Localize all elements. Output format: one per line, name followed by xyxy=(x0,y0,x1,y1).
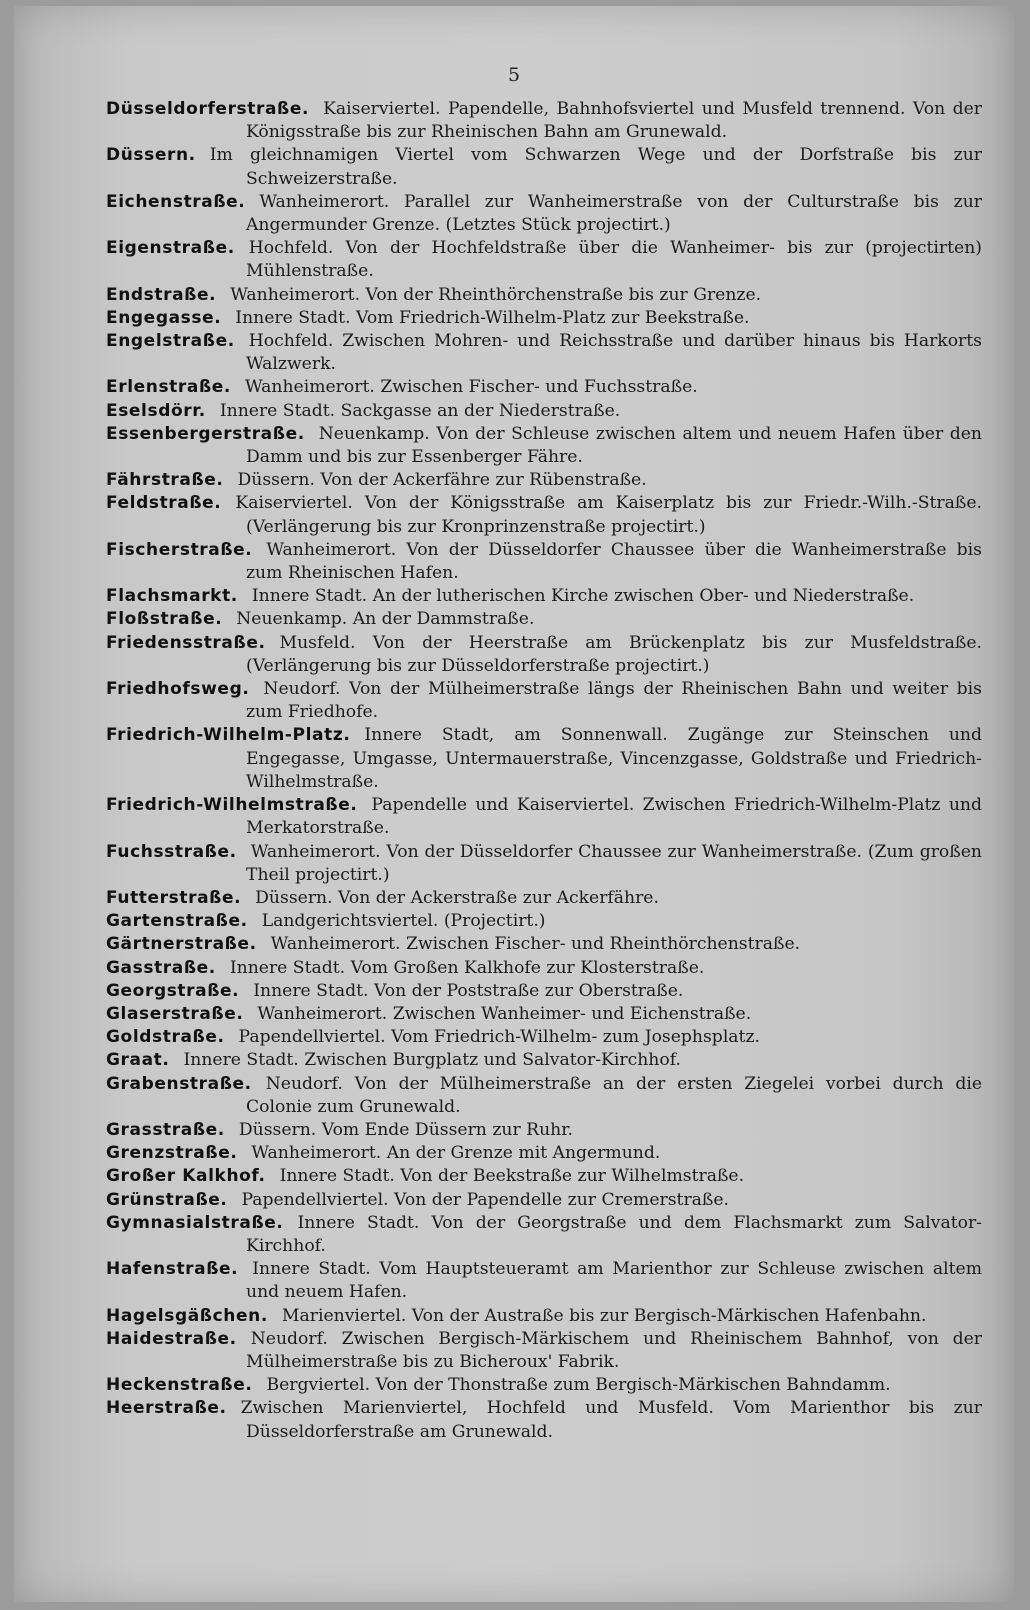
street-district: Innere Stadt. xyxy=(252,1259,371,1280)
street-description: Von der Ackerfähre zur Rübenstraße. xyxy=(320,470,647,491)
street-district: Neudorf. xyxy=(250,1328,328,1349)
street-entry xyxy=(106,1165,982,1188)
street-name: Gartenstraße. xyxy=(106,911,248,932)
street-district: Kaiserviertel. xyxy=(235,493,353,514)
street-name: Düsseldorferstraße. xyxy=(106,99,310,119)
street-name: Engelstraße. xyxy=(106,331,235,352)
street-district: Marienviertel. xyxy=(281,1305,407,1326)
street-district: Hochfeld. xyxy=(248,331,334,352)
street-entry xyxy=(106,933,982,956)
street-name: Grabenstraße. xyxy=(106,1073,252,1094)
street-entry xyxy=(106,144,982,190)
street-entry xyxy=(106,1003,982,1026)
street-entry xyxy=(106,887,982,910)
street-entry xyxy=(106,1258,982,1304)
street-name: Graat. xyxy=(106,1050,170,1071)
street-entry xyxy=(106,1305,982,1328)
street-entry xyxy=(106,492,982,538)
street-description: (Projectirt.) xyxy=(443,911,546,932)
street-entry xyxy=(106,678,982,724)
street-entry xyxy=(106,1142,982,1165)
street-entry xyxy=(106,1073,982,1119)
street-entry xyxy=(106,330,982,376)
street-entry xyxy=(106,957,982,980)
street-description: An der Grenze mit Angermund. xyxy=(386,1143,661,1164)
street-name: Friedhofsweg. xyxy=(106,679,250,700)
street-district: Hochfeld. xyxy=(248,238,334,259)
street-district: Neuenkamp. xyxy=(318,423,430,444)
street-district: Innere Stadt. xyxy=(229,957,346,978)
street-entry xyxy=(106,98,982,144)
street-entry xyxy=(106,423,982,469)
street-description: Von der Rheinthörchenstraße bis zur Grenze. xyxy=(365,284,762,305)
street-description: Vom Friedrich-Wilhelm- zum Josephsplatz. xyxy=(391,1027,760,1048)
street-name: Flachsmarkt. xyxy=(106,586,238,607)
street-entry xyxy=(106,1026,982,1049)
street-district: Wanheimerort. xyxy=(266,539,397,560)
street-district: Innere Stadt. xyxy=(251,586,368,607)
street-district: Innere Stadt. xyxy=(183,1050,299,1071)
street-entry xyxy=(106,980,982,1003)
street-district: Düssern. xyxy=(237,470,315,491)
street-entry xyxy=(106,284,982,307)
street-entry xyxy=(106,632,982,678)
street-district: Landgerichtsviertel. xyxy=(261,911,439,932)
street-name: Friedensstraße. xyxy=(106,632,266,653)
street-name: Friedrich-Wilhelm-Platz. xyxy=(106,725,351,746)
street-description: Zwischen Bergisch-Märkischem und Rheinischem Bahnhof, von der Mülheimerstraße bis zu Bicheroux' Fabrik. xyxy=(246,1328,982,1372)
street-description: Zwischen Friedrich-Wilhelm-Platz und Merkatorstraße. xyxy=(246,795,982,839)
street-district: Bergviertel. xyxy=(266,1375,371,1396)
street-entry xyxy=(106,1397,982,1443)
street-description: An der Dammstraße. xyxy=(352,609,535,630)
street-district: Wanheimerort. xyxy=(270,934,401,955)
street-name: Eigenstraße. xyxy=(106,238,235,259)
street-description: Von der Beekstraße zur Wilhelmstraße. xyxy=(400,1166,745,1187)
street-description: Von der Düsseldorfer Chaussee zur Wanheimerstraße. (Zum großen Theil projectirt.) xyxy=(246,841,982,885)
street-description: Vom Friedrich-Wilhelm-Platz zur Beekstraße. xyxy=(356,307,750,328)
street-description: Von der Papendelle zur Cremerstraße. xyxy=(394,1189,730,1210)
street-district: Wanheimerort. xyxy=(251,1143,382,1164)
street-entry xyxy=(106,585,982,608)
street-name: Großer Kalkhof. xyxy=(106,1166,266,1187)
street-name: Haidestraße. xyxy=(106,1328,237,1349)
street-description: Zwischen Wanheimer- und Eichenstraße. xyxy=(392,1003,752,1024)
street-entry xyxy=(106,237,982,283)
street-entry xyxy=(106,1119,982,1142)
street-district: Wanheimerort. xyxy=(230,284,361,305)
street-district: Neudorf. xyxy=(263,679,341,700)
street-district: Düssern. xyxy=(238,1119,317,1140)
street-district: Innere Stadt. xyxy=(253,980,369,1001)
street-name: Heckenstraße. xyxy=(106,1375,253,1396)
street-name: Glaserstraße. xyxy=(106,1003,244,1024)
street-name: Fuchsstraße. xyxy=(106,841,237,862)
street-district: Innere Stadt, am Sonnenwall. xyxy=(364,725,668,746)
street-description: Von der Mülheimerstraße an der ersten Ziegelei vorbei durch die Colonie zum Grunewald. xyxy=(246,1073,983,1117)
street-entry xyxy=(106,469,982,492)
street-name: Düssern. xyxy=(106,145,196,166)
street-description: Papendelle, Bahnhofsviertel und Musfeld trennend. Von der Königsstraße bis zur Rheinischen Bahn am Grunewald. xyxy=(246,99,982,143)
street-description: Von der Poststraße zur Oberstraße. xyxy=(373,980,684,1001)
street-name: Hafenstraße. xyxy=(106,1259,239,1280)
street-description: Von der Ackerstraße zur Ackerfähre. xyxy=(338,887,659,908)
street-name: Endstraße. xyxy=(106,284,217,305)
street-district: Innere Stadt. xyxy=(297,1212,420,1233)
street-entry xyxy=(106,1328,982,1374)
street-entry xyxy=(106,608,982,631)
street-name: Fischerstraße. xyxy=(106,539,253,560)
street-district: Papendelle und Kaiserviertel. xyxy=(371,795,635,816)
street-district: Wanheimerort. xyxy=(259,191,390,212)
street-entry xyxy=(106,794,982,840)
street-district: Im xyxy=(209,145,233,166)
street-name: Heerstraße. xyxy=(106,1398,227,1419)
street-name: Eichenstraße. xyxy=(106,191,246,212)
street-description: Von der Mülheimerstraße längs der Rheinischen Bahn und weiter bis zum Friedhofe. xyxy=(246,679,982,723)
street-entry xyxy=(106,724,982,794)
street-name: Fährstraße. xyxy=(106,470,224,491)
street-description: Zwischen Mohren- und Reichsstraße und darüber hinaus bis Harkorts Walzwerk. xyxy=(246,331,982,375)
street-district: Neudorf. xyxy=(265,1073,343,1094)
street-description: Zugänge zur Steinschen und Engegasse, Umgasse, Untermauerstraße, Vincenzgasse, Goldstraße und Friedrich-Wilhelmstraße. xyxy=(246,725,982,792)
street-district: Wanheimerort. xyxy=(257,1003,388,1024)
street-district: Wanheimerort. xyxy=(250,841,381,862)
street-name: Hagelsgäßchen. xyxy=(106,1305,268,1326)
street-district: Papendellviertel. xyxy=(241,1189,389,1210)
street-district: Neuenkamp. xyxy=(236,609,348,630)
street-name: Georgstraße. xyxy=(106,980,240,1001)
street-district: Düssern. xyxy=(255,887,333,908)
street-entry xyxy=(106,1212,982,1258)
street-description: Zwischen Fischer- und Rheinthörchenstraße. xyxy=(406,934,801,955)
street-description: Von der Schleuse zwischen altem und neuem Hafen über den Damm und bis zur Essenberger Fähre. xyxy=(246,423,982,468)
street-name: Gärtnerstraße. xyxy=(106,934,257,955)
street-name: Grenzstraße. xyxy=(106,1143,238,1164)
street-name: Engegasse. xyxy=(106,307,222,328)
street-district: Kaiserviertel. xyxy=(323,99,441,119)
street-name: Grasstraße. xyxy=(106,1119,225,1140)
street-description: Von der Heerstraße am Brückenplatz bis zur Musfeldstraße. (Verlängerung bis zur Düsseldorferstraße projectirt.) xyxy=(246,632,983,676)
street-name: Floßstraße. xyxy=(106,609,223,630)
street-description: Zwischen Fischer- und Fuchsstraße. xyxy=(380,377,698,398)
street-description: Von der Königsstraße am Kaiserplatz bis zur Friedr.-Wilh.-Straße. (Verlängerung bis zur Kronprinzenstraße projectirt.) xyxy=(246,493,982,537)
street-entry xyxy=(106,400,982,423)
street-description: Sackgasse an der Niederstraße. xyxy=(340,400,621,421)
street-entry xyxy=(106,376,982,399)
street-district: Zwischen xyxy=(240,1398,324,1419)
street-district: Papendellviertel. xyxy=(238,1027,386,1048)
street-description: Vom Ende Düssern zur Ruhr. xyxy=(321,1119,574,1140)
street-entry xyxy=(106,841,982,887)
street-description: Von der Thonstraße zum Bergisch-Märkischen Bahndamm. xyxy=(375,1375,891,1396)
street-description: Vom Großen Kalkhofe zur Klosterstraße. xyxy=(350,957,705,978)
street-entry xyxy=(106,539,982,585)
street-entry xyxy=(106,191,982,237)
street-description: gleichnamigen Viertel vom Schwarzen Wege und der Dorfstraße bis zur Schweizerstraße. xyxy=(246,145,983,189)
book-page xyxy=(14,6,1014,1602)
street-description: Von der Hochfeldstraße über die Wanheimer- bis zur (projectirten) Mühlenstraße. xyxy=(246,238,982,282)
street-name: Gymnasialstraße. xyxy=(106,1212,284,1233)
street-name: Essenbergerstraße. xyxy=(106,423,305,444)
street-description: Von der Düsseldorfer Chaussee über die Wanheimerstraße bis zum Rheinischen Hafen. xyxy=(246,539,982,584)
street-district: Musfeld. xyxy=(279,632,356,653)
street-name: Futterstraße. xyxy=(106,887,242,908)
street-description: Zwischen Burgplatz und Salvator-Kirchhof. xyxy=(304,1050,681,1071)
street-district: Innere Stadt. xyxy=(235,307,351,328)
street-description: Parallel zur Wanheimerstraße von der Culturstraße bis zur Angermunder Grenze. (Letztes Stück projectirt.) xyxy=(246,191,982,236)
street-description: Von der Georgstraße und dem Flachsmarkt zum Salvator-Kirchhof. xyxy=(246,1212,982,1256)
street-entry xyxy=(106,1374,982,1397)
street-name: Erlenstraße. xyxy=(106,377,231,398)
street-name: Goldstraße. xyxy=(106,1027,225,1048)
street-name: Friedrich-Wilhelmstraße. xyxy=(106,795,358,816)
street-entry xyxy=(106,910,982,933)
street-name: Gasstraße. xyxy=(106,957,216,978)
street-entry xyxy=(106,307,982,330)
street-name: Eselsdörr. xyxy=(106,400,206,421)
street-district: Wanheimerort. xyxy=(244,377,375,398)
street-entry xyxy=(106,1049,982,1072)
street-name: Grünstraße. xyxy=(106,1189,228,1210)
street-district: Innere Stadt. xyxy=(219,400,336,421)
page-number: 5 xyxy=(507,64,521,86)
street-description: Marienviertel, Hochfeld und Musfeld. Vom Marienthor bis zur Düsseldorferstraße am Grunewald. xyxy=(246,1398,982,1442)
street-description: An der lutherischen Kirche zwischen Ober- und Niederstraße. xyxy=(372,586,915,607)
street-description: Von der Austraße bis zur Bergisch-Märkischen Hafenbahn. xyxy=(411,1305,927,1326)
street-district: Innere Stadt. xyxy=(279,1166,395,1187)
street-directory xyxy=(106,98,982,1444)
street-entry xyxy=(106,1189,982,1212)
street-description: Vom Hauptsteueramt am Marienthor zur Schleuse zwischen altem und neuem Hafen. xyxy=(246,1259,982,1303)
street-name: Feldstraße. xyxy=(106,493,222,514)
